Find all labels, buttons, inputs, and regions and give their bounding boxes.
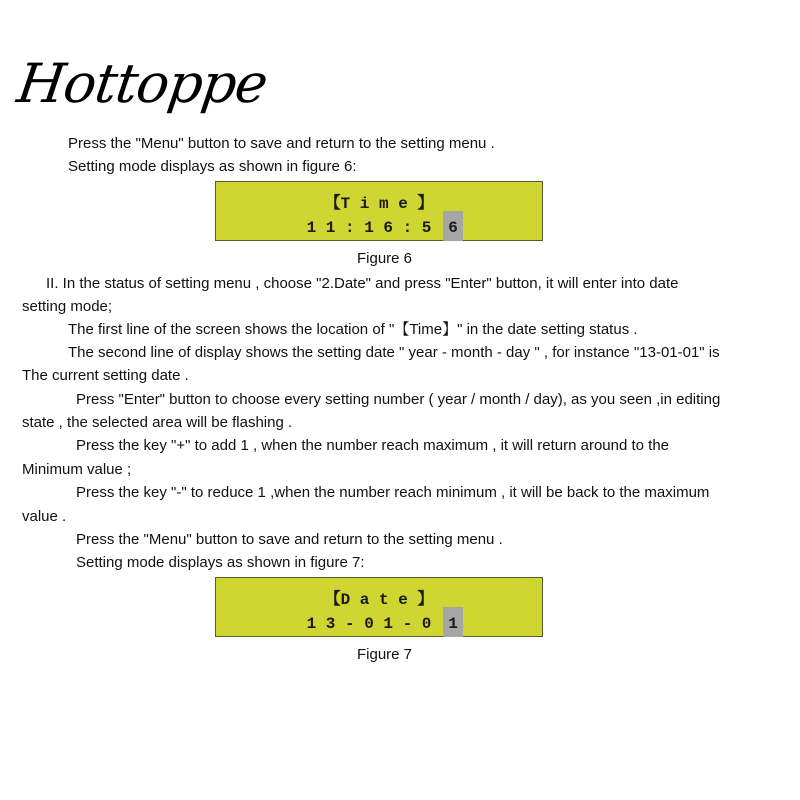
lcd-row-value: 1 1 : 1 6 : 5 <box>306 219 432 237</box>
paragraph-line: Setting mode displays as shown in figure 7: <box>76 554 365 571</box>
lcd-cursor-digit: 6 <box>448 219 458 237</box>
paragraph-line: Minimum value ; <box>22 461 132 478</box>
lcd-cursor-digit: 1 <box>448 615 458 633</box>
paragraph-line: setting mode; <box>22 298 113 315</box>
paragraph-line: Press the key "+" to add 1 , when the number reach maximum , it will return around to the <box>76 437 670 454</box>
figure-caption: Figure 6 <box>357 250 413 267</box>
lcd-row-title: 【D a t e 】 <box>324 591 434 609</box>
paragraph-line: Press "Enter" button to choose every setting number ( year / month / day), as you seen ,in editing <box>76 391 721 408</box>
paragraph-line: Setting mode displays as shown in figure 6: <box>68 158 357 175</box>
paragraph-line: Press the "Menu" button to save and return to the setting menu . <box>76 531 503 548</box>
lcd-row-title: 【T i m e 】 <box>324 195 434 213</box>
paragraph-line: state , the selected area will be flashing . <box>22 414 293 431</box>
paragraph-line: II. In the status of setting menu , choose "2.Date" and press "Enter" button, it will enter into date <box>46 275 679 292</box>
paragraph-line: The current setting date . <box>22 367 189 384</box>
paragraph-line: The first line of the screen shows the location of "【Time】" in the date setting status . <box>68 321 638 338</box>
brand-logo-watermark: Hottoppe <box>13 52 272 115</box>
paragraph-line: The second line of display shows the setting date " year - month - day " , for instance "13-01-01" is <box>68 344 720 361</box>
lcd-row-value: 1 3 - 0 1 - 0 <box>306 615 432 633</box>
figure-caption: Figure 7 <box>357 646 413 663</box>
lcd-display-figure-7 <box>215 577 543 637</box>
lcd-display-figure-6 <box>215 181 543 241</box>
paragraph-line: Press the key "-" to reduce 1 ,when the number reach minimum , it will be back to the maximum <box>76 484 710 501</box>
paragraph-line: value . <box>22 508 67 525</box>
paragraph-line: Press the "Menu" button to save and return to the setting menu . <box>68 135 495 152</box>
